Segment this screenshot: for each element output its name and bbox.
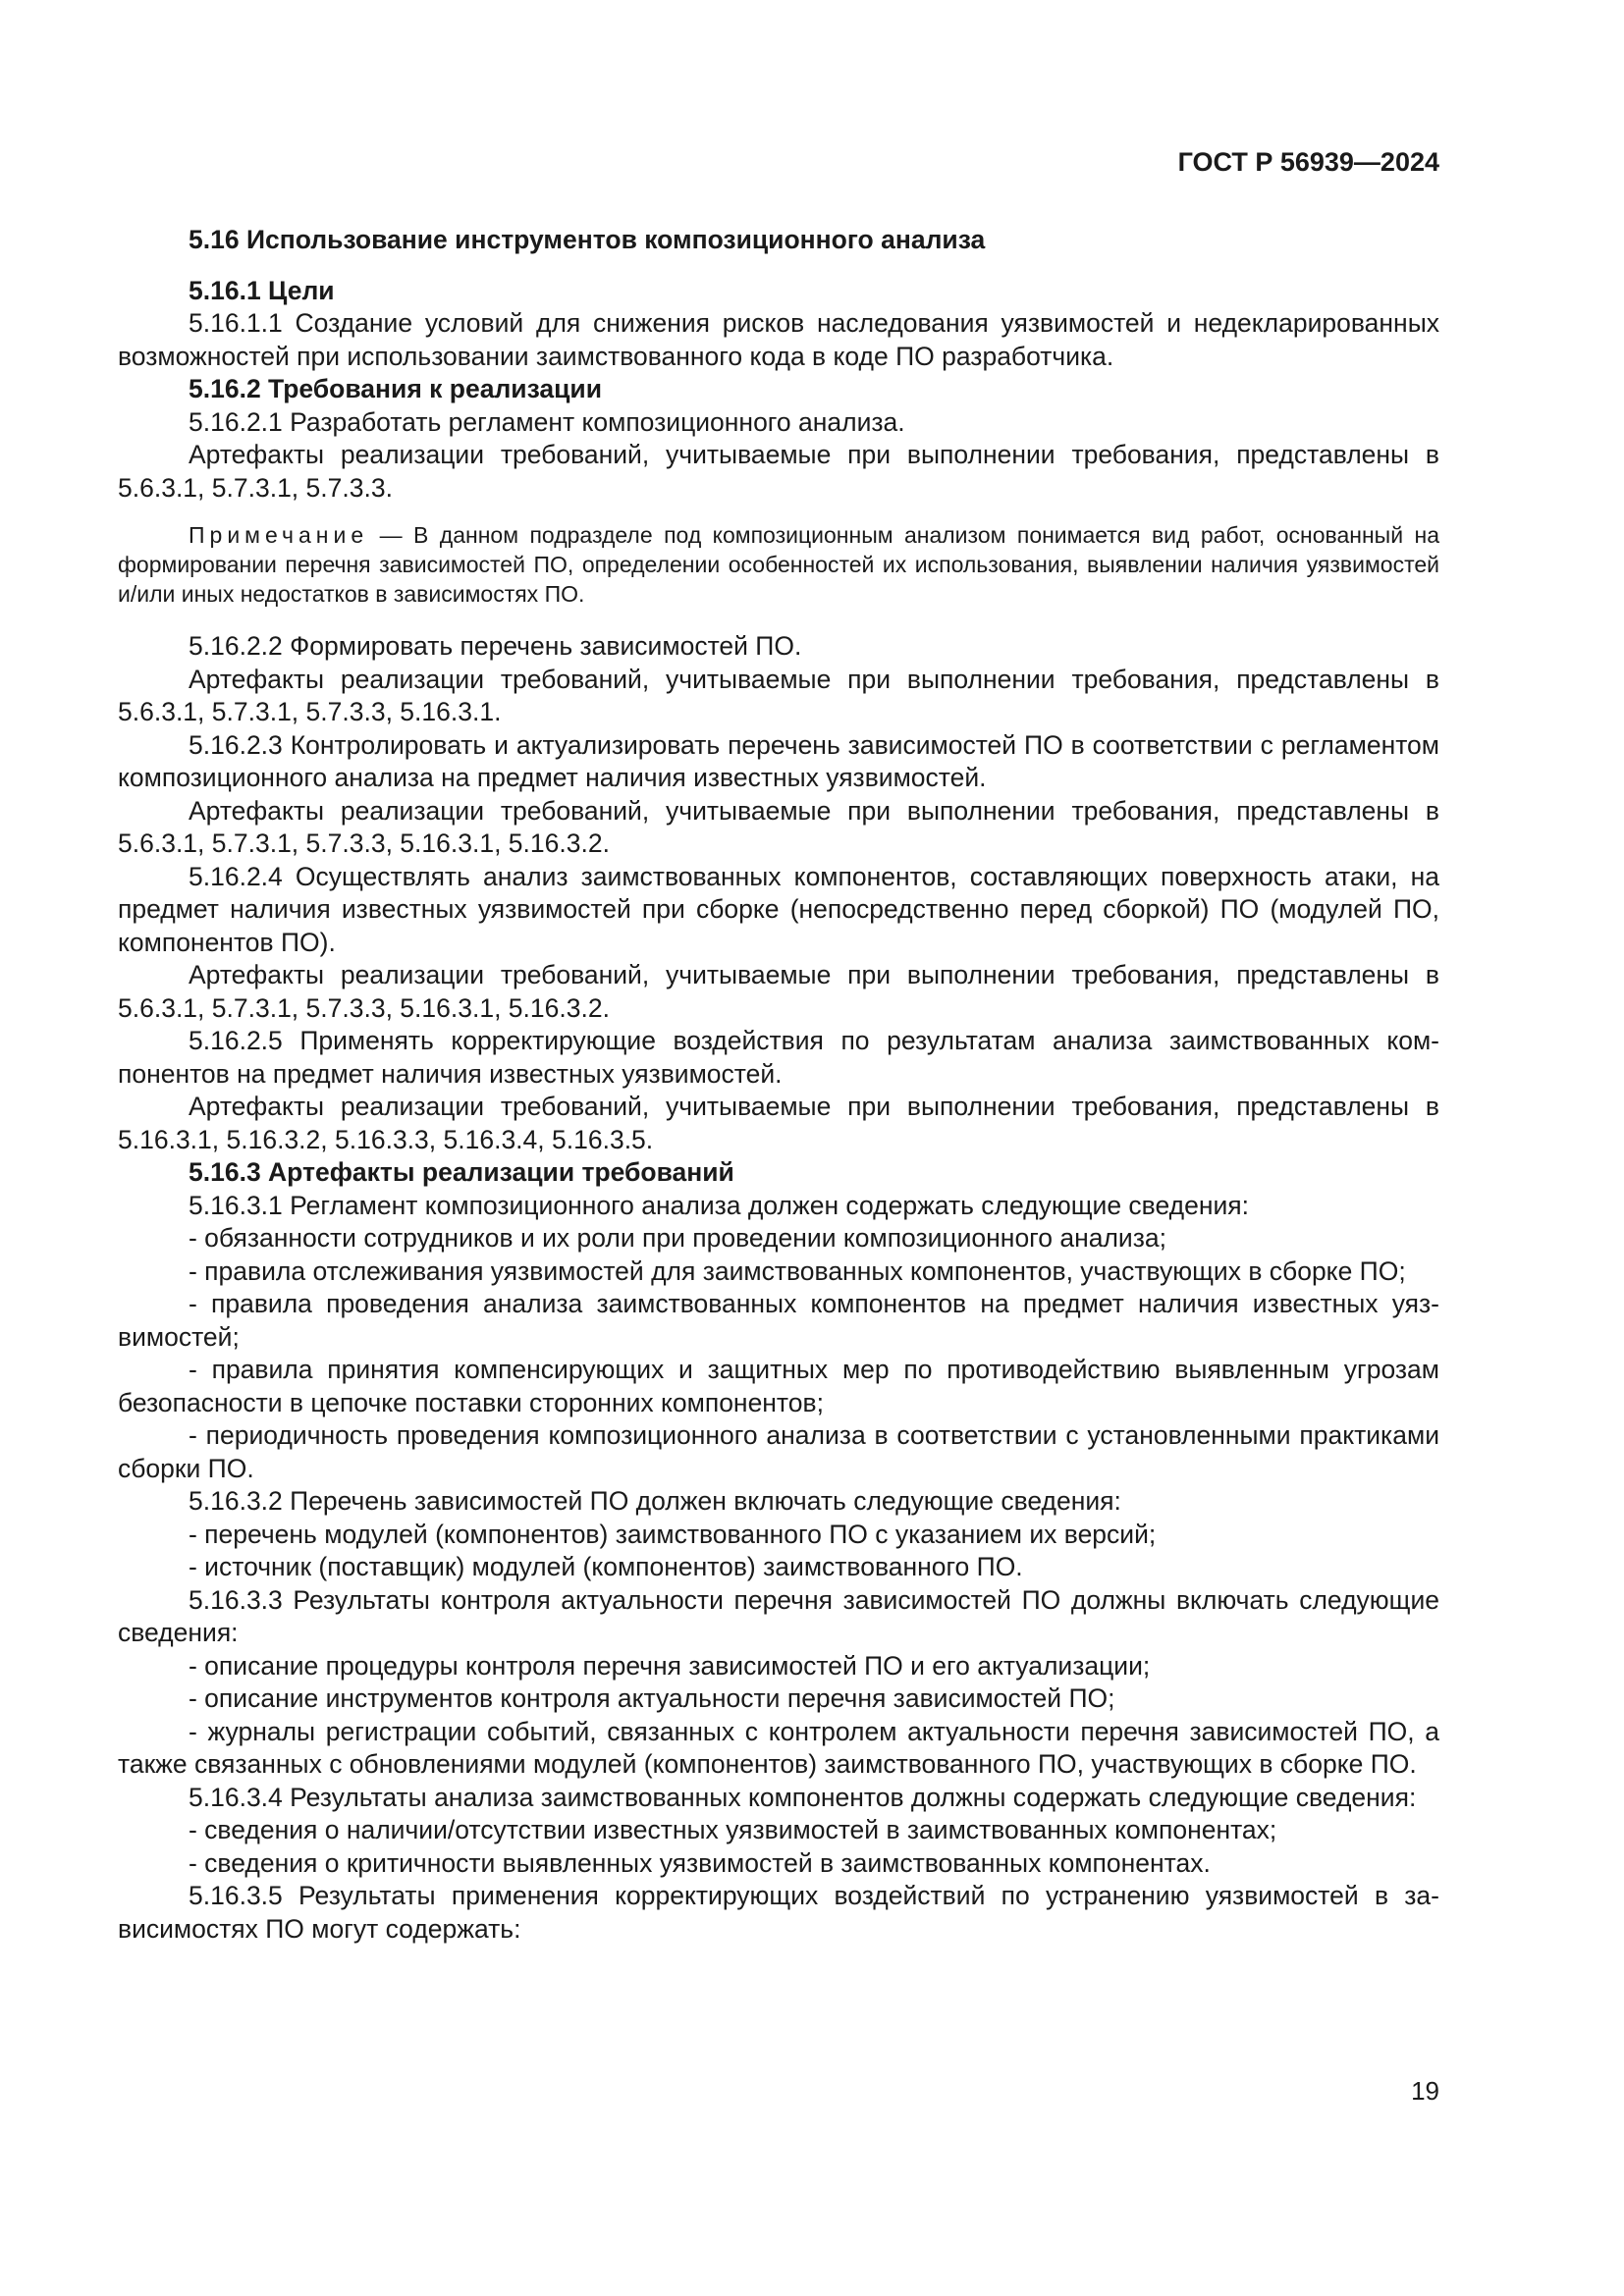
section-heading: 5.16.3 Артефакты реализации требований	[189, 1157, 734, 1187]
body-paragraph: Артефакты реализации требований, учитываемые при выполнении требования, представлены в 5.6.3.1, 5.7.3.1, 5.7.3.3, 5.16.3.1, 5.16.3.2.	[118, 795, 1439, 858]
note-text: — В данном подразделе под композиционным анализом понимается вид работ, основанный на формировании перечня зависимостей ПО, определении особенностей их использования, выявлении наличия уязвимостей и/или иных недостатков в зависимостях ПО.	[118, 522, 1439, 607]
body-paragraph: 5.16.3.3 Результаты контроля актуальности перечня зависимостей ПО должны включать следующие сведения:	[118, 1584, 1439, 1647]
section-heading: 5.16 Использование инструментов композиционного анализа	[189, 225, 986, 254]
note-paragraph	[118, 520, 1439, 609]
body-paragraph: - правила проведения анализа заимствованных компонентов на предмет наличия известных уязвимостей;	[118, 1289, 1439, 1352]
body-paragraph: - сведения о наличии/отсутствии известных уязвимостей в заимствованных компонентах;	[189, 1815, 1277, 1844]
body-paragraph: - источник (поставщик) модулей (компонентов) заимствованного ПО.	[189, 1552, 1023, 1581]
document-body	[118, 224, 1439, 1946]
section-heading: 5.16.2 Требования к реализации	[189, 374, 602, 403]
body-paragraph: - журналы регистрации событий, связанных с контролем актуальности перечня зависимостей ПО, а также связанных с обновлениями модулей (компонентов) заимствованного ПО, участвующих в сборке ПО.	[118, 1716, 1439, 1779]
page-number: 19	[1411, 2076, 1439, 2106]
body-paragraph: - перечень модулей (компонентов) заимствованного ПО с указанием их версий;	[189, 1519, 1157, 1549]
body-paragraph: 5.16.3.5 Результаты применения корректирующих воздействий по устранению уязвимостей в зависимостях ПО могут содержать:	[118, 1881, 1439, 1944]
body-paragraph: Артефакты реализации требований, учитываемые при выполнении требования, представлены в 5.6.3.1, 5.7.3.1, 5.7.3.3.	[118, 440, 1439, 503]
document-header: ГОСТ Р 56939—2024	[1177, 147, 1439, 177]
body-paragraph: 5.16.2.3 Контролировать и актуализировать перечень зависимостей ПО в соответствии с регламентом композиционного анализа на предмет наличия известных уязвимостей.	[118, 729, 1439, 792]
body-paragraph: Артефакты реализации требований, учитываемые при выполнении требования, представлены в 5.16.3.1, 5.16.3.2, 5.16.3.3, 5.16.3.4, 5.16.3.5.	[118, 1092, 1439, 1154]
section-heading: 5.16.1 Цели	[189, 275, 335, 305]
body-paragraph: 5.16.2.1 Разработать регламент композиционного анализа.	[189, 406, 905, 437]
body-paragraph: Артефакты реализации требований, учитываемые при выполнении требования, представлены в 5.6.3.1, 5.7.3.1, 5.7.3.3, 5.16.3.1.	[118, 664, 1439, 726]
body-paragraph: 5.16.2.4 Осуществлять анализ заимствованных компонентов, составляющих поверхность атаки, на предмет наличия известных уязвимостей при сборке (непосредственно перед сборкой) ПО (модулей ПО, компонентов ПО).	[118, 861, 1439, 957]
body-paragraph: - периодичность проведения композиционного анализа в соответствии с установленными практиками сборки ПО.	[118, 1420, 1439, 1483]
body-paragraph: 5.16.3.2 Перечень зависимостей ПО должен включать следующие сведения:	[189, 1486, 1121, 1516]
body-paragraph: - описание инструментов контроля актуальности перечня зависимостей ПО;	[189, 1683, 1115, 1713]
note-label: Примечание	[189, 522, 369, 548]
body-paragraph: - правила принятия компенсирующих и защитных мер по противодействию выявленным угрозам безопасности в цепочке поставки сторонних компонентов;	[118, 1355, 1439, 1417]
body-paragraph: - описание процедуры контроля перечня зависимостей ПО и его актуализации;	[189, 1650, 1151, 1681]
body-paragraph: 5.16.2.5 Применять корректирующие воздействия по результатам анализа заимствованных компонентов на предмет наличия известных уязвимостей.	[118, 1026, 1439, 1089]
body-paragraph: 5.16.3.4 Результаты анализа заимствованных компонентов должны содержать следующие сведения:	[189, 1782, 1417, 1812]
body-paragraph: - правила отслеживания уязвимостей для заимствованных компонентов, участвующих в сборке ПО;	[189, 1255, 1406, 1286]
body-paragraph: 5.16.2.2 Формировать перечень зависимостей ПО.	[189, 631, 802, 661]
body-paragraph: 5.16.1.1 Создание условий для снижения рисков наследования уязвимостей и недекларированных возможностей при использовании заимствованного кода в коде ПО разработчика.	[118, 308, 1439, 371]
body-paragraph: Артефакты реализации требований, учитываемые при выполнении требования, представлены в 5.6.3.1, 5.7.3.1, 5.7.3.3, 5.16.3.1, 5.16.3.2.	[118, 960, 1439, 1023]
body-paragraph: 5.16.3.1 Регламент композиционного анализа должен содержать следующие сведения:	[189, 1190, 1249, 1220]
body-paragraph: - обязанности сотрудников и их роли при проведении композиционного анализа;	[189, 1223, 1166, 1253]
body-paragraph: - сведения о критичности выявленных уязвимостей в заимствованных компонентах.	[189, 1847, 1211, 1878]
